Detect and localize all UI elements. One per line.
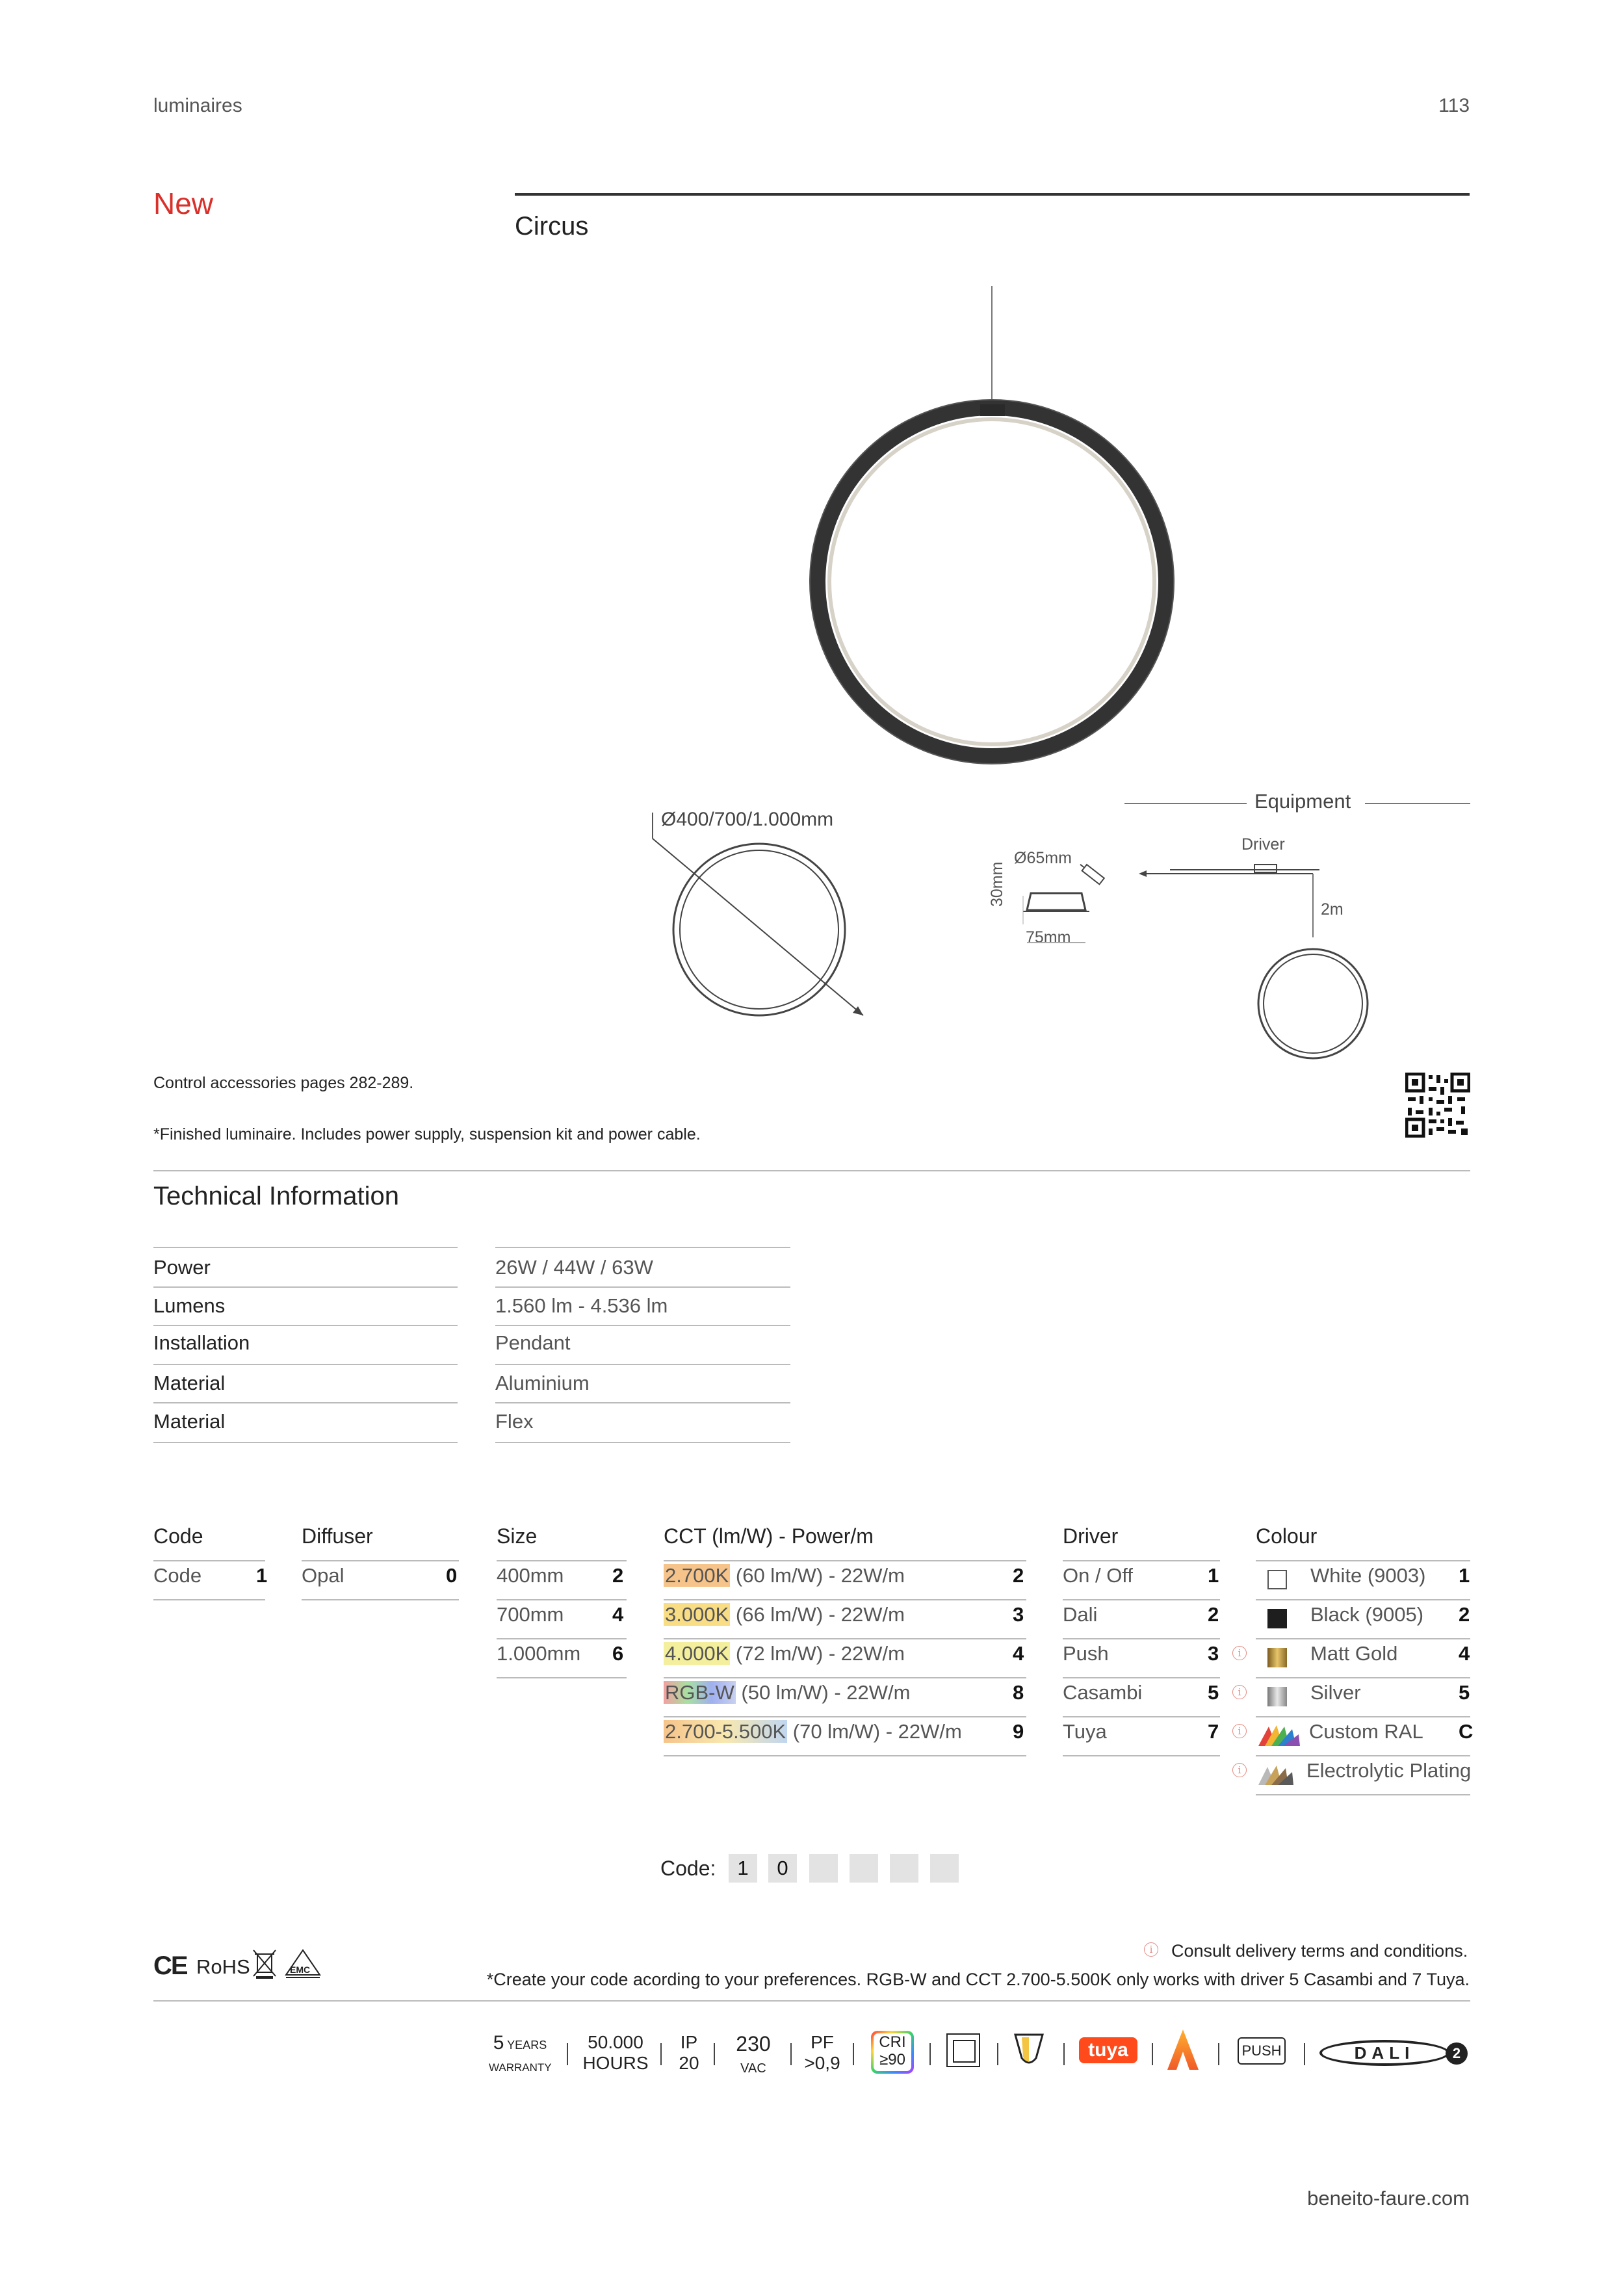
separator xyxy=(1218,2043,1219,2065)
config-header-driver: Driver xyxy=(1063,1524,1119,1548)
cct-option-2700[interactable]: 2.700K (60 lm/W) - 22W/m xyxy=(665,1564,905,1587)
code-slot-2[interactable]: 0 xyxy=(768,1854,797,1883)
colour-option-white[interactable]: White (9003) xyxy=(1310,1564,1426,1587)
colour-code-silver: 5 xyxy=(1459,1681,1470,1704)
dimmable-icon xyxy=(1011,2032,1046,2068)
tech-value-material-2: Flex xyxy=(495,1410,534,1433)
plating-fan-icon xyxy=(1256,1762,1295,1788)
colour-code-white: 1 xyxy=(1459,1564,1470,1587)
equipment-drawing xyxy=(1014,845,1482,1066)
gold-swatch xyxy=(1267,1648,1287,1667)
driver-code-push: 3 xyxy=(1208,1642,1219,1665)
rohs-mark: RoHS xyxy=(196,1955,250,1978)
tech-label-material-2: Material xyxy=(153,1410,226,1433)
driver-code-casambi: 5 xyxy=(1208,1681,1219,1704)
separator xyxy=(853,2043,854,2065)
diffuser-option-value: 0 xyxy=(446,1564,458,1587)
tech-label-installation: Installation xyxy=(153,1331,250,1354)
tech-label-power: Power xyxy=(153,1256,211,1279)
driver-code-onoff: 1 xyxy=(1208,1564,1219,1587)
config-header-cct: CCT (lm/W) - Power/m xyxy=(664,1524,874,1548)
website-link[interactable]: beneito-faure.com xyxy=(1307,2187,1470,2210)
qr-code[interactable] xyxy=(1405,1073,1470,1138)
voltage-badge: 230 VAC xyxy=(736,2032,771,2076)
class-ii-icon xyxy=(946,2033,980,2067)
cct-option-tunable[interactable]: 2.700-5.500K (70 lm/W) - 22W/m xyxy=(665,1720,962,1743)
tech-label-material: Material xyxy=(153,1372,226,1394)
code-slot-1[interactable]: 1 xyxy=(729,1854,757,1883)
tech-value-installation: Pendant xyxy=(495,1331,571,1354)
driver-code-tuya: 7 xyxy=(1208,1720,1219,1743)
silver-swatch xyxy=(1267,1687,1287,1706)
dali-logo: DALI xyxy=(1319,2040,1449,2066)
config-header-size: Size xyxy=(497,1524,538,1548)
code-option-label: Code xyxy=(153,1564,202,1587)
separator xyxy=(1304,2043,1305,2065)
colour-option-plating[interactable]: Electrolytic Plating xyxy=(1306,1759,1472,1782)
cct-code-3000: 3 xyxy=(1013,1603,1024,1626)
pf-badge: PF >0,9 xyxy=(804,2032,840,2074)
code-slot-3[interactable] xyxy=(809,1854,838,1883)
colour-code-ral: C xyxy=(1459,1720,1474,1743)
config-header-colour: Colour xyxy=(1256,1524,1318,1548)
colour-code-gold: 4 xyxy=(1459,1642,1470,1665)
size-code-400: 2 xyxy=(612,1564,624,1587)
size-code-1000: 6 xyxy=(612,1642,624,1665)
code-builder-label: Code: xyxy=(660,1857,716,1880)
info-icon[interactable]: i xyxy=(1232,1646,1247,1660)
weee-bin-icon xyxy=(252,1948,278,1980)
cri-badge: CRI ≥90 xyxy=(871,2031,914,2074)
separator xyxy=(567,2043,568,2065)
colour-option-silver[interactable]: Silver xyxy=(1310,1681,1361,1704)
canopy-diameter: Ø65mm xyxy=(1014,849,1072,867)
equipment-rule-left xyxy=(1124,803,1247,804)
tech-value-material: Aluminium xyxy=(495,1372,590,1394)
technical-title: Technical Information xyxy=(153,1182,399,1210)
dimension-drawing xyxy=(643,806,884,1027)
tech-value-power: 26W / 44W / 63W xyxy=(495,1256,653,1279)
driver-option-tuya[interactable]: Tuya xyxy=(1063,1720,1107,1743)
cct-code-2700: 2 xyxy=(1013,1564,1024,1587)
push-badge: PUSH xyxy=(1238,2037,1286,2065)
cct-code-tunable: 9 xyxy=(1013,1720,1024,1743)
config-header-code: Code xyxy=(153,1524,203,1548)
separator xyxy=(997,2043,998,2065)
config-header-diffuser: Diffuser xyxy=(302,1524,373,1548)
black-swatch xyxy=(1267,1609,1287,1628)
separator xyxy=(714,2043,715,2065)
ip-badge: IP 20 xyxy=(679,2032,699,2074)
info-icon[interactable]: i xyxy=(1232,1685,1247,1699)
cct-highlight: 2.700K xyxy=(665,1564,729,1587)
driver-option-casambi[interactable]: Casambi xyxy=(1063,1681,1143,1704)
hours-badge: 50.000 HOURS xyxy=(582,2032,649,2074)
separator xyxy=(790,2043,792,2065)
diffuser-option-label: Opal xyxy=(302,1564,344,1587)
code-slot-6[interactable] xyxy=(930,1854,959,1883)
finished-note: *Finished luminaire. Includes power supply, suspension kit and power cable. xyxy=(153,1125,701,1143)
driver-code-dali: 2 xyxy=(1208,1603,1219,1626)
cct-option-4000[interactable]: 4.000K (72 lm/W) - 22W/m xyxy=(665,1642,905,1665)
cct-highlight: 4.000K xyxy=(665,1642,729,1665)
colour-option-gold[interactable]: Matt Gold xyxy=(1310,1642,1398,1665)
colour-option-ral[interactable]: Custom RAL xyxy=(1309,1720,1423,1743)
canopy-width: 75mm xyxy=(1026,928,1071,946)
equipment-title: Equipment xyxy=(1254,790,1351,813)
page-number: 113 xyxy=(1438,95,1470,116)
driver-option-onoff[interactable]: On / Off xyxy=(1063,1564,1133,1587)
product-image xyxy=(793,286,1183,780)
cct-highlight: RGB-W xyxy=(665,1681,734,1704)
diameter-label: Ø400/700/1.000mm xyxy=(661,809,834,830)
cct-option-3000[interactable]: 3.000K (66 lm/W) - 22W/m xyxy=(665,1603,905,1626)
white-swatch xyxy=(1267,1570,1287,1589)
new-badge: New xyxy=(153,187,214,220)
create-code-note: *Create your code acording to your preferences. RGB-W and CCT 2.700-5.500K only works with driver 5 Casambi and 7 Tuya. xyxy=(486,1970,1470,1989)
driver-option-dali[interactable]: Dali xyxy=(1063,1603,1098,1626)
info-icon[interactable]: i xyxy=(1232,1763,1247,1777)
separator xyxy=(929,2043,931,2065)
separator xyxy=(660,2043,662,2065)
dali-version-badge: 2 xyxy=(1446,2042,1468,2065)
section-divider xyxy=(153,1170,1470,1171)
cct-highlight: 2.700-5.500K xyxy=(665,1720,786,1743)
section-label: luminaires xyxy=(153,95,242,116)
ral-fan-icon xyxy=(1256,1723,1301,1749)
cable-label: 2m xyxy=(1321,900,1344,919)
product-title: Circus xyxy=(515,212,589,241)
tuya-logo: tuya xyxy=(1079,2037,1137,2063)
tech-label-lumens: Lumens xyxy=(153,1294,226,1317)
code-option-value: 1 xyxy=(256,1564,268,1587)
code-slot-5[interactable] xyxy=(890,1854,918,1883)
equipment-rule-right xyxy=(1365,803,1470,804)
info-icon[interactable]: i xyxy=(1232,1724,1247,1738)
ce-mark: CE xyxy=(153,1951,187,1980)
casambi-logo-icon xyxy=(1166,2028,1200,2071)
footer-divider xyxy=(153,2000,1470,2002)
canopy-height: 30mm xyxy=(988,861,1006,907)
colour-option-black[interactable]: Black (9005) xyxy=(1310,1603,1424,1626)
size-code-700: 4 xyxy=(612,1603,624,1626)
cct-highlight: 3.000K xyxy=(665,1603,729,1626)
cct-code-4000: 4 xyxy=(1013,1642,1024,1665)
cct-code-rgbw: 8 xyxy=(1013,1681,1024,1704)
info-icon: i xyxy=(1144,1942,1158,1957)
warranty-badge: 5 YEARS WARRANTY xyxy=(489,2032,552,2074)
title-rule xyxy=(515,193,1470,196)
emc-label: EMC xyxy=(290,1964,311,1975)
driver-option-push[interactable]: Push xyxy=(1063,1642,1109,1665)
tech-value-lumens: 1.560 lm - 4.536 lm xyxy=(495,1294,668,1317)
accessories-note: Control accessories pages 282-289. xyxy=(153,1074,414,1092)
colour-code-black: 2 xyxy=(1459,1603,1470,1626)
separator xyxy=(1152,2043,1153,2065)
separator xyxy=(1063,2043,1065,2065)
cct-option-rgbw[interactable]: RGB-W (50 lm/W) - 22W/m xyxy=(665,1681,911,1704)
size-option-400[interactable]: 400mm xyxy=(497,1564,564,1587)
delivery-note: Consult delivery terms and conditions. xyxy=(1171,1941,1468,1961)
size-option-1000[interactable]: 1.000mm xyxy=(497,1642,581,1665)
size-option-700[interactable]: 700mm xyxy=(497,1603,564,1626)
driver-label: Driver xyxy=(1241,835,1285,854)
code-slot-4[interactable] xyxy=(850,1854,878,1883)
